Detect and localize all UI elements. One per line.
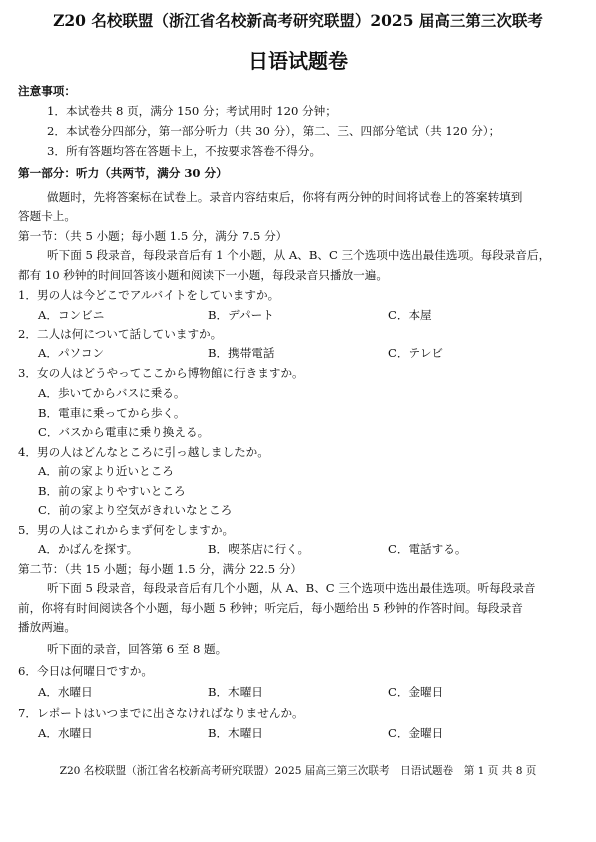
option-a: A．水曜日 — [38, 685, 93, 699]
option-c: C．テレビ — [388, 346, 444, 360]
option-c: C．金曜日 — [388, 726, 444, 740]
option-a: A．歩いてからバスに乗る。 — [38, 386, 186, 400]
section1-intro: 都有 10 秒钟的时间回答该小题和阅读下一小题，每段录音只播放一遍。 — [18, 268, 388, 282]
section2-intro: 播放两遍。 — [18, 620, 76, 634]
part1-heading: 第一部分：听力（共两节，满分 30 分） — [18, 166, 228, 180]
option-b: B．デパート — [208, 308, 274, 322]
option-a: A．パソコン — [38, 346, 105, 360]
section2-intro: 听下面 5 段录音，每段录音后有几个小题，从 A、B、C 三个选项中选出最佳选项。听每段录音 — [47, 581, 536, 595]
option-b: B．電車に乗ってから歩く。 — [38, 406, 186, 420]
option-a: A．水曜日 — [38, 726, 93, 740]
part1-intro: 答题卡上。 — [18, 209, 76, 223]
notice-item: 3．所有答题均答在答题卡上，不按要求答卷不得分。 — [47, 144, 322, 158]
question-stem: 3．女の人はどうやってここから博物館に行きますか。 — [18, 366, 304, 380]
notice-item: 1．本试卷共 8 页，满分 150 分；考试用时 120 分钟； — [47, 104, 337, 118]
question-stem: 1．男の人は今どこでアルバイトをしていますか。 — [18, 288, 280, 302]
option-c: C．本屋 — [388, 308, 432, 322]
option-b: B．前の家よりやすいところ — [38, 484, 186, 498]
section2-instruction: 听下面的录音，回答第 6 至 8 题。 — [47, 642, 228, 656]
question-stem: 5．男の人はこれからまず何をしますか。 — [18, 523, 235, 537]
option-a: A．かばんを探す。 — [38, 542, 139, 556]
section1-intro: 听下面 5 段录音，每段录音后有 1 个小题，从 A、B、C 三个选项中选出最佳选项。每段录音后， — [47, 248, 551, 262]
question-stem: 7．レポートはいつまでに出さなければなりませんか。 — [18, 706, 304, 720]
section1-heading: 第一节：（共 5 小题；每小题 1.5 分，满分 7.5 分） — [18, 229, 288, 243]
option-c: C．電話する。 — [388, 542, 467, 556]
notice-item: 2．本试卷分四部分，第一部分听力（共 30 分），第二、三、四部分笔试（共 120 分）； — [47, 124, 501, 138]
question-stem: 4．男の人はどんなところに引っ越しましたか。 — [18, 445, 269, 459]
part1-intro: 做题时，先将答案标在试卷上。录音内容结束后，你将有两分钟的时间将试卷上的答案转填到 — [47, 190, 523, 204]
exam-title: Z20 名校联盟（浙江省名校新高考研究联盟）2025 届高三第三次联考 — [53, 11, 543, 30]
option-c: C．バスから電車に乗り換える。 — [38, 425, 210, 439]
option-b: B．木曜日 — [208, 726, 263, 740]
option-a: A．前の家より近いところ — [38, 464, 174, 478]
option-a: A．コンビニ — [38, 308, 105, 322]
option-b: B．木曜日 — [208, 685, 263, 699]
section2-heading: 第二节：（共 15 小题；每小题 1.5 分，满分 22.5 分） — [18, 562, 303, 576]
option-b: B．喫茶店に行く。 — [208, 542, 310, 556]
paper-subject-title: 日语试题卷 — [248, 49, 348, 73]
question-stem: 6．今日は何曜日ですか。 — [18, 664, 153, 678]
option-b: B．携帯電話 — [208, 346, 275, 360]
option-c: C．前の家より空気がきれいなところ — [38, 503, 233, 517]
section2-intro: 前，你将有时间阅读各个小题，每小题 5 秒钟；听完后，每小题给出 5 秒钟的作答时间。每段录音 — [18, 601, 523, 615]
notice-heading: 注意事项： — [18, 84, 76, 98]
option-c: C．金曜日 — [388, 685, 444, 699]
page-footer: Z20 名校联盟（浙江省名校新高考研究联盟）2025 届高三第三次联考 日语试题卷 第 1 页 共 8 页 — [59, 765, 537, 777]
question-stem: 2．二人は何について話していますか。 — [18, 327, 223, 341]
